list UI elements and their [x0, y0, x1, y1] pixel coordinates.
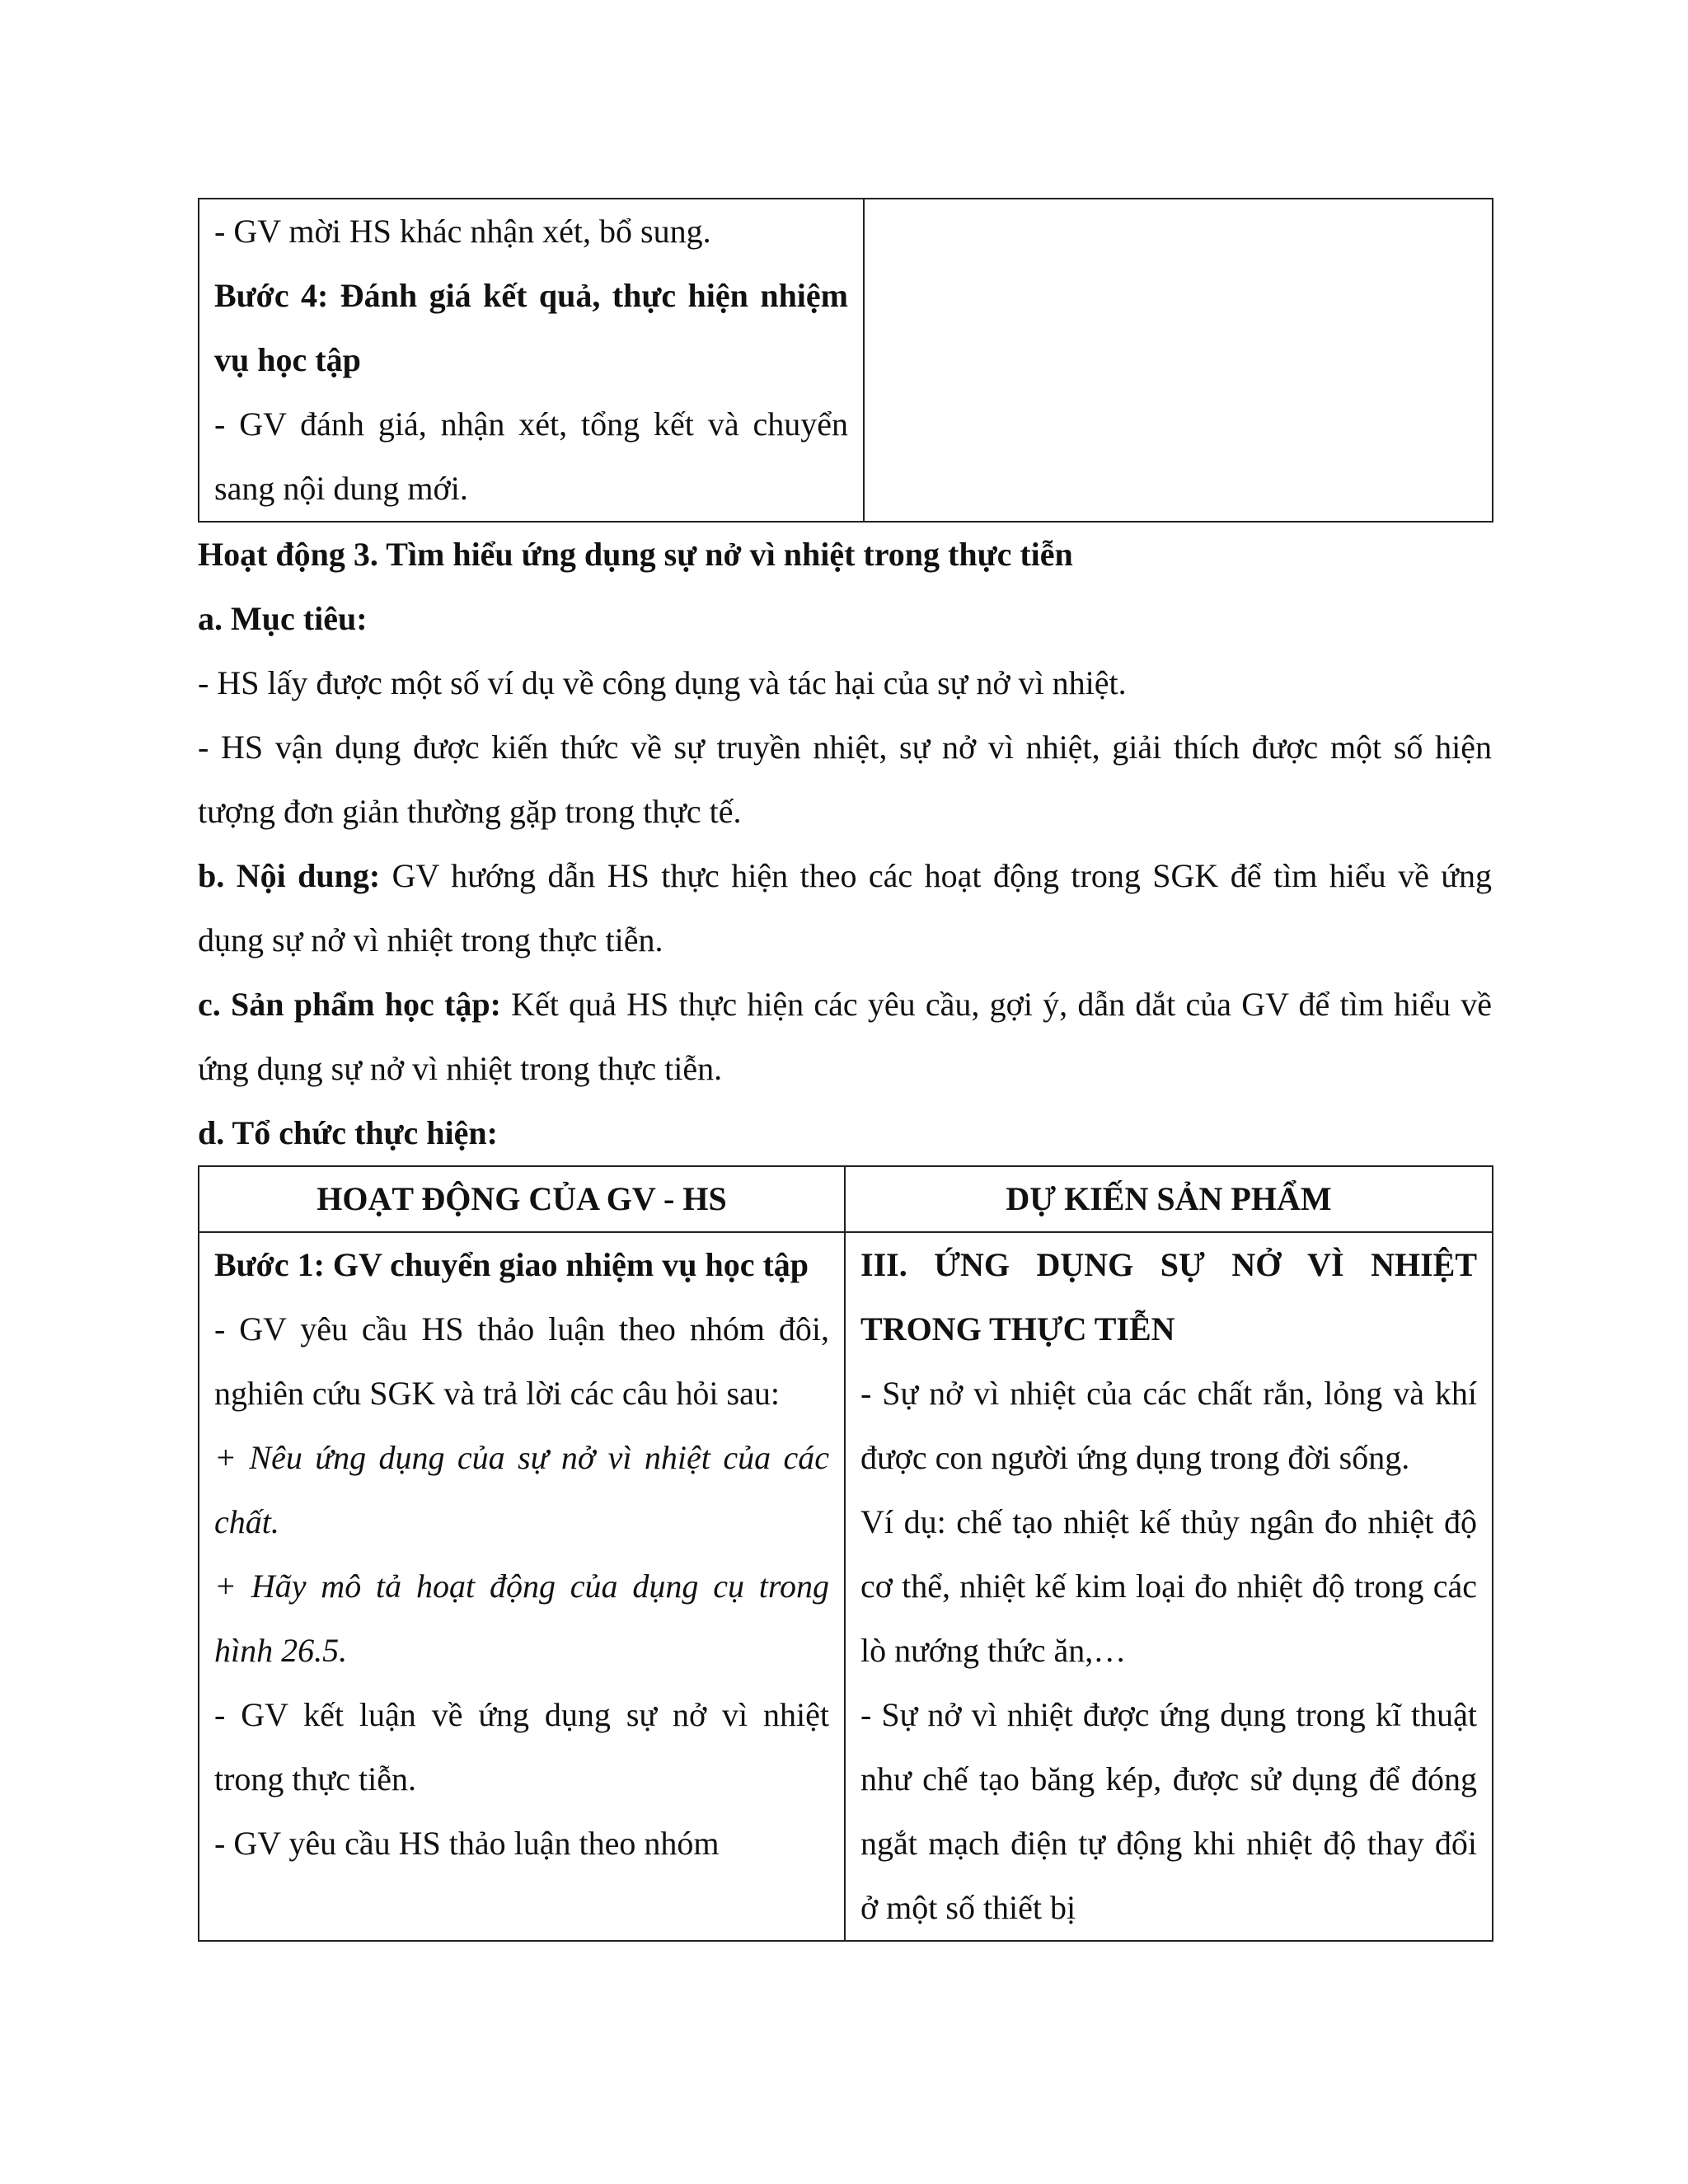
product-cell-empty — [864, 199, 1493, 522]
table-header-row — [199, 1166, 1493, 1232]
product-heading: III. ỨNG DỤNG SỰ NỞ VÌ NHIỆT TRONG THỰC TIỄN — [860, 1246, 1477, 1347]
product-line: - Sự nở vì nhiệt của các chất rắn, lỏng và khí được con người ứng dụng trong đời sống. — [860, 1375, 1477, 1476]
product-line: - Sự nở vì nhiệt được ứng dụng trong kĩ thuật như chế tạo băng kép, được sử dụng để đóng ngắt mạch điện tự động khi nhiệt độ thay đổi ở một số thiết bị — [860, 1696, 1477, 1926]
activity-heading: Hoạt động 3. Tìm hiểu ứng dụng sự nở vì nhiệt trong thực tiễn — [198, 536, 1073, 573]
step-line: - GV kết luận về ứng dụng sự nở vì nhiệt trong thực tiễn. — [214, 1696, 829, 1797]
content-paragraph — [198, 844, 1492, 972]
column-header-activity: HOẠT ĐỘNG CỦA GV - HS — [199, 1166, 845, 1232]
column-header-product: DỰ KIẾN SẢN PHẨM — [845, 1166, 1493, 1232]
organization-label: d. Tổ chức thực hiện: — [198, 1114, 498, 1151]
product-label: c. Sản phẩm học tập: — [198, 986, 501, 1023]
product-line: Ví dụ: chế tạo nhiệt kế thủy ngân đo nhiệt độ cơ thể, nhiệt kế kim loại đo nhiệt độ trong các lò nướng thức ăn,… — [860, 1503, 1477, 1669]
step-line: - GV yêu cầu HS thảo luận theo nhóm — [214, 1825, 720, 1862]
expected-product-cell — [845, 1232, 1493, 1941]
goal-item: - HS lấy được một số ví dụ về công dụng và tác hại của sự nở vì nhiệt. — [198, 664, 1127, 701]
step-1-heading: Bước 1: GV chuyển giao nhiệm vụ học tập — [214, 1246, 809, 1283]
activity-table-continued — [198, 198, 1493, 523]
teacher-activity-cell — [199, 1232, 845, 1941]
teacher-activity-cell — [199, 199, 864, 522]
step-4-heading: Bước 4: Đánh giá kết quả, thực hiện nhiệm vụ học tập — [214, 277, 848, 378]
content-text: GV hướng dẫn HS thực hiện theo các hoạt động trong SGK để tìm hiểu về ứng dụng sự nở vì nhiệt trong thực tiễn. — [198, 857, 1492, 958]
activity-table — [198, 1165, 1493, 1942]
table-row — [199, 199, 1493, 522]
product-paragraph — [198, 972, 1492, 1101]
goal-label: a. Mục tiêu: — [198, 600, 368, 637]
question-item: + Hãy mô tả hoạt động của dụng cụ trong hình 26.5. — [214, 1568, 829, 1669]
step-line: - GV đánh giá, nhận xét, tổng kết và chuyển sang nội dung mới. — [214, 405, 848, 507]
document-page — [198, 198, 1492, 1942]
content-label: b. Nội dung: — [198, 857, 381, 894]
step-line: - GV mời HS khác nhận xét, bổ sung. — [214, 213, 711, 250]
step-line: - GV yêu cầu HS thảo luận theo nhóm đôi, nghiên cứu SGK và trả lời các câu hỏi sau: — [214, 1310, 829, 1412]
question-item: + Nêu ứng dụng của sự nở vì nhiệt của các chất. — [214, 1439, 829, 1540]
product-text: Kết quả HS thực hiện các yêu cầu, gợi ý, dẫn dắt của GV để tìm hiểu về ứng dụng sự nở vì nhiệt trong thực tiễn. — [198, 986, 1492, 1087]
goal-item: - HS vận dụng được kiến thức về sự truyền nhiệt, sự nở vì nhiệt, giải thích được một số hiện tượng đơn giản thường gặp trong thực tế. — [198, 729, 1492, 830]
table-row — [199, 1232, 1493, 1941]
